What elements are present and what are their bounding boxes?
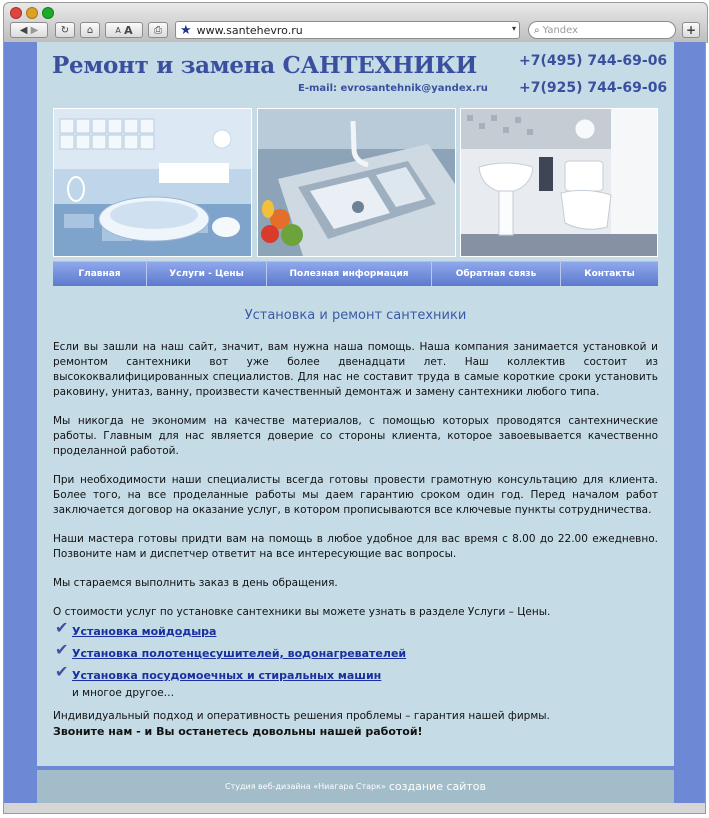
text-smaller-button[interactable]: A (115, 25, 121, 35)
zoom-window-button[interactable] (42, 7, 54, 19)
reload-button[interactable] (55, 22, 75, 38)
link-install-moidodyr[interactable]: Установка мойдодыра (72, 625, 217, 638)
photo-washbasin-toilet (460, 108, 658, 257)
browser-status-bar (3, 803, 706, 814)
contact-email: E-mail: evrosantehnik@yandex.ru (298, 83, 488, 94)
site-title: Ремонт и замена САНТЕХНИКИ (52, 52, 477, 79)
home-button[interactable] (80, 22, 100, 38)
address-bar[interactable] (175, 21, 520, 39)
site-footer (37, 766, 674, 803)
forward-arrow-icon[interactable]: ▶ (30, 24, 39, 36)
checkmark-icon: ✔ (55, 618, 69, 637)
search-icon: ⌕ (534, 24, 540, 36)
and-more-text: и многое другое… (72, 687, 175, 699)
close-window-button[interactable] (10, 7, 22, 19)
paragraph-prices: О стоимости услуг по установке сантехники вы можете узнать в разделе Услуги – Цены. (53, 606, 551, 618)
page-heading: Установка и ремонт сантехники (244, 308, 467, 323)
paragraph-guarantee: Индивидуальный подход и оперативность решения проблемы – гарантия нашей фирмы. (53, 710, 550, 722)
nav-item-home[interactable]: Главная (53, 262, 147, 286)
checkmark-icon: ✔ (55, 662, 69, 681)
paragraph-consultation: При необходимости наши специалисты всегда готовы провести грамотную консультацию для клиента. Более того, на все проделанные работы мы даем гарантию сроком один год. Перед началом работ заключается договор на оказание услуг, в котором прописываются все ключевые пункты сотрудничества. (53, 474, 658, 516)
text-larger-button[interactable]: A (124, 23, 133, 37)
phone-number-2: +7(925) 744-69-06 (519, 80, 668, 96)
nav-item-contacts[interactable]: Контакты (584, 269, 635, 279)
photo-kitchen-sink (257, 108, 456, 257)
nav-item-services-prices[interactable]: Услуги - Цены (147, 262, 267, 286)
reload-icon: ↻ (60, 24, 70, 36)
paragraph-same-day: Мы стараемся выполнить заказ в день обращения. (53, 577, 338, 589)
print-button[interactable] (148, 22, 168, 38)
text-size-buttons[interactable] (105, 22, 143, 38)
link-install-dishwashers[interactable]: Установка посудомоечных и стиральных машин (72, 669, 382, 682)
browser-toolbar (3, 2, 708, 43)
footer-studio-text: Студия веб-дизайна «Ниагара Старк» (224, 782, 386, 791)
window-controls (10, 7, 54, 19)
list-item (53, 640, 658, 662)
checkmark-icon: ✔ (55, 640, 69, 659)
main-content (53, 340, 658, 753)
main-navigation (53, 261, 658, 286)
minimize-window-button[interactable] (26, 7, 38, 19)
phone-number-1: +7(495) 744-69-06 (519, 53, 668, 69)
search-placeholder: Yandex (542, 24, 579, 36)
call-to-action: Звоните нам - и Вы останетесь довольны нашей работой! (53, 725, 423, 738)
home-icon: ⌂ (86, 24, 94, 36)
search-field[interactable] (528, 21, 676, 39)
footer-link-web-design[interactable]: создание сайтов (388, 780, 487, 793)
list-item (53, 618, 658, 640)
nav-item-useful-info[interactable]: Полезная информация (267, 262, 432, 286)
paragraph-intro: Если вы зашли на наш сайт, значит, вам нужна наша помощь. Наша компания занимается установкой и ремонтом сантехники вот уже более двенадцати лет. Наш коллектив состоит из высококвалифицированных специалистов. Для нас не составит труда в самые короткие сроки установить раковину, унитаз, ванну, произвести качественный демонтаж и замену сантехники любого типа. (53, 341, 658, 398)
list-item (53, 662, 658, 684)
photo-bathroom (53, 108, 252, 257)
add-tab-button[interactable]: + (682, 22, 700, 38)
nav-item-feedback[interactable]: Обратная связь (432, 262, 561, 286)
services-link-list (53, 618, 658, 684)
printer-icon: ⎙ (154, 24, 162, 36)
url-text: www.santehevro.ru (196, 23, 303, 37)
back-forward-buttons[interactable] (10, 22, 48, 38)
link-install-towel-heaters[interactable]: Установка полотенцесушителей, водонагревателей (72, 647, 407, 660)
paragraph-materials: Мы никогда не экономим на качестве материалов, с помощью которых проводятся сантехнические работы. Главным для нас является доверие со стороны клиента, которое завоевывается качественно проделанной работой. (53, 415, 658, 457)
bookmark-star-icon[interactable]: ★ (180, 22, 192, 38)
back-arrow-icon[interactable]: ◀ (19, 24, 28, 36)
url-dropdown-icon[interactable]: ▾ (511, 24, 516, 33)
paragraph-hours: Наши мастера готовы придти вам на помощь в любое удобное для вас время с 8.00 до 22.00 ежедневно. Позвоните нам и диспетчер ответит на все интересующие вас вопросы. (53, 533, 658, 560)
